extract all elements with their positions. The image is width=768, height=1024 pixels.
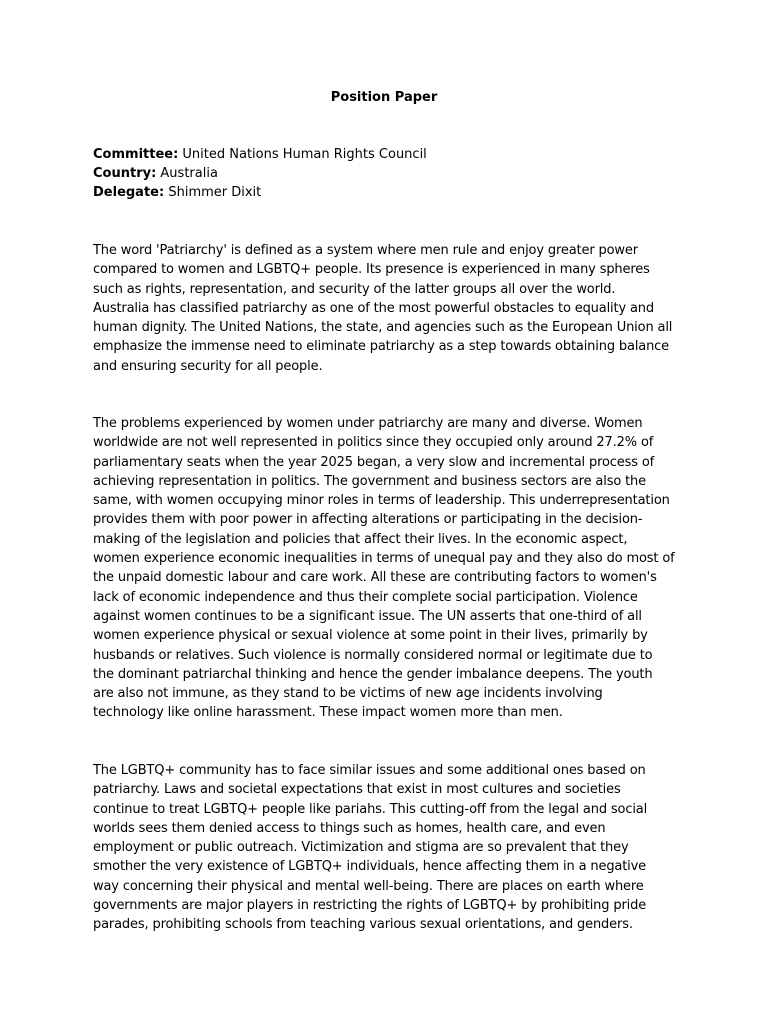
country-label: Country: xyxy=(93,166,157,182)
delegate-line xyxy=(93,183,683,202)
delegate-label: Delegate: xyxy=(93,185,165,201)
delegation-info xyxy=(93,145,683,203)
committee-line xyxy=(93,145,683,164)
delegate-value: Shimmer Dixit xyxy=(164,185,262,201)
paragraph-patriarchy-definition: The word 'Patriarchy' is defined as a system where men rule and enjoy greater power compared to women and LGBTQ+ people. Its presence is experienced in many spheres such as rights, representation, and security of the latter groups all over the world. Australia has classified patriarchy as one of the most powerful obstacles to equality and human dignity. The United Nations, the state, and agencies such as the European Union all emphasize the immense need to eliminate patriarchy as a step towards obtaining balance and ensuring security for all people. xyxy=(93,243,673,374)
country-line xyxy=(93,164,683,183)
committee-label: Committee: xyxy=(93,147,179,162)
page-title: Position Paper xyxy=(330,90,438,105)
committee-value: United Nations Human Rights Council xyxy=(178,147,427,162)
paragraph-lgbtq-issues: The LGBTQ+ community has to face similar issues and some additional ones based on patriarchy. Laws and societal expectations that exist in most cultures and societies continue to treat LGBTQ+ people like pariahs. This cutting-off from the legal and social worlds sees them denied access to things such as homes, health care, and even employment or public outreach. Victimization and stigma are so prevalent that they smother the very existence of LGBTQ+ individuals, hence affecting them in a negative way concerning their physical and mental well-being. There are places on earth where governments are major players in restricting the rights of LGBTQ+ by prohibiting pride parades, prohibiting schools from teaching various sexual orientations, and genders. xyxy=(93,763,648,933)
paragraph-women-issues: The problems experienced by women under patriarchy are many and diverse. Women worldwide are not well represented in politics since they occupied only around 27.2% of parliamentary seats when the year 2025 began, a very slow and incremental process of achieving representation in politics. The government and business sectors are also the same, with women occupying minor roles in terms of leadership. This underrepresentation provides them with poor power in affecting alterations or participating in the decision-making of the legislation and policies that affect their lives. In the economic aspect, women experience economic inequalities in terms of unequal pay and they also do most of the unpaid domestic labour and care work. All these are contributing factors to women's lack of economic independence and thus their complete social participation. Violence against women continues to be a significant issue. The UN asserts that one-third of all women experience physical or sexual violence at some point in their lives, primarily by husbands or relatives. Such violence is normally considered normal or legitimate due to the dominant patriarchal thinking and hence the gender imbalance deepens. The youth are also not immune, as they stand to be victims of new age incidents involving technology like online harassment. These impact women more than men. xyxy=(93,416,675,721)
country-value: Australia xyxy=(156,166,218,182)
